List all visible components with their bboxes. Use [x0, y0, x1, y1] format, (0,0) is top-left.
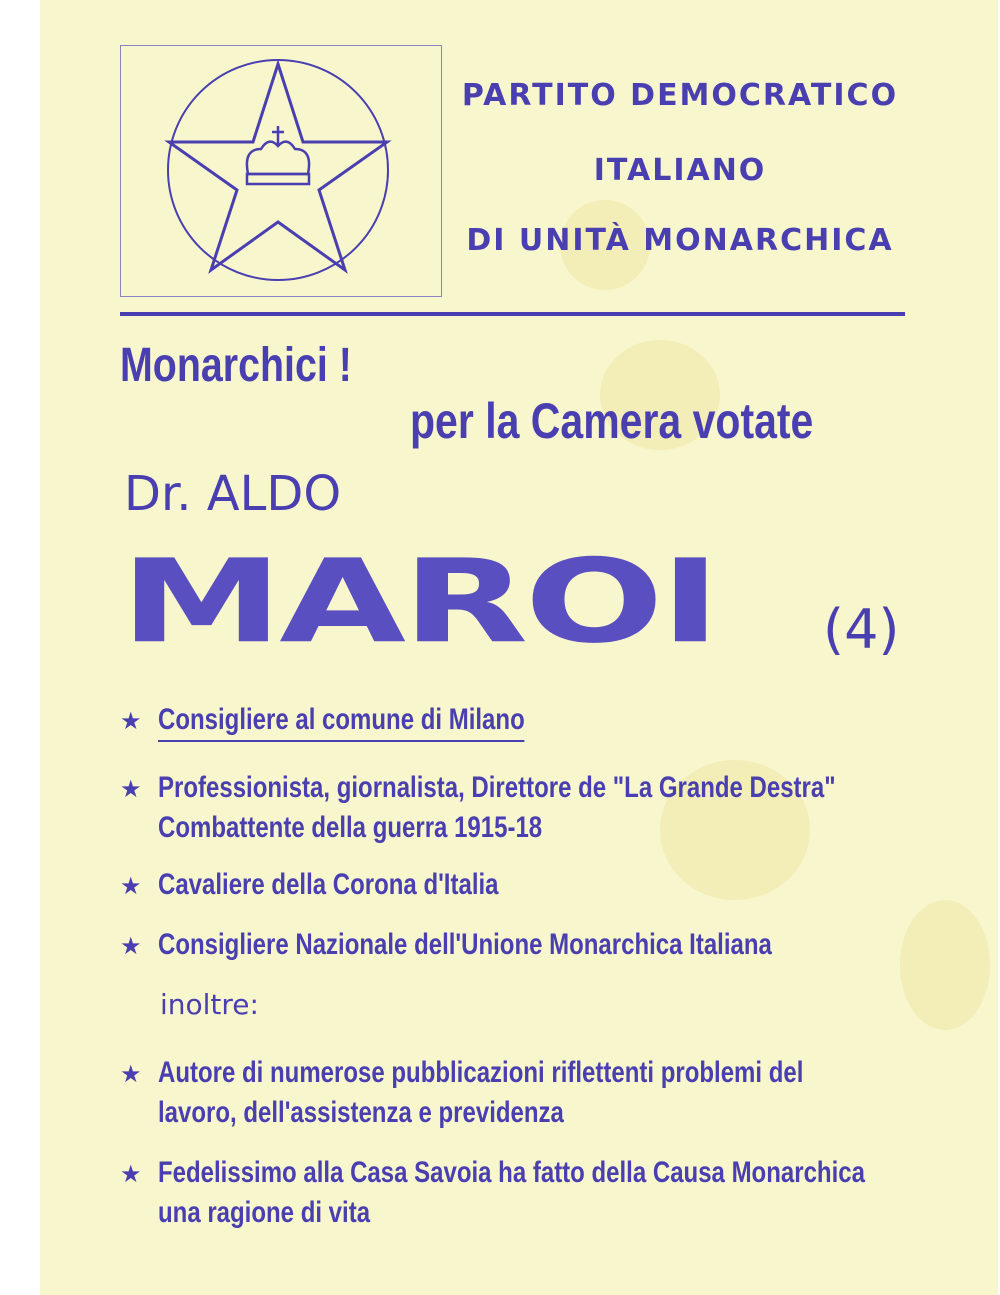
divider [120, 312, 905, 316]
star-icon: ★ [120, 1161, 142, 1188]
star-crown-emblem-icon [143, 54, 413, 286]
credential-text: lavoro, dell'assistenza e previdenza [158, 1096, 564, 1129]
star-icon: ★ [120, 776, 142, 803]
star-icon: ★ [120, 933, 142, 960]
credential-text: Consigliere al comune di Milano [158, 700, 525, 742]
party-name-line-1: PARTITO DEMOCRATICO [461, 78, 899, 113]
candidate-first-name: Dr. ALDO [124, 466, 342, 522]
credential-text: Consigliere Nazionale dell'Unione Monarchica Italiana [158, 928, 772, 961]
party-name-line-2: ITALIANO [593, 153, 767, 188]
stain [900, 900, 990, 1030]
party-name-line-3: DI UNITÀ MONARCHICA [466, 223, 894, 258]
credential-text: una ragione di vita [158, 1196, 371, 1229]
flyer-sheet [40, 0, 998, 1295]
headline-monarchici: Monarchici ! [120, 339, 352, 392]
credential-text: Fedelissimo alla Casa Savoia ha fatto della Causa Monarchica [158, 1156, 865, 1189]
list-number: (4) [823, 598, 900, 661]
inoltre-label: inoltre: [160, 988, 259, 1021]
star-icon: ★ [120, 1061, 142, 1088]
credential-text: Combattente della guerra 1915-18 [158, 811, 543, 844]
headline-camera: per la Camera votate [410, 393, 814, 449]
star-icon: ★ [120, 708, 142, 735]
party-logo [120, 45, 442, 297]
credential-text: Cavaliere della Corona d'Italia [158, 868, 499, 901]
candidate-surname: MAROI [120, 535, 718, 670]
credential-text: Professionista, giornalista, Direttore de "La Grande Destra" [158, 771, 836, 804]
star-icon: ★ [120, 873, 142, 900]
credential-text: Autore di numerose pubblicazioni riflettenti problemi del [158, 1056, 804, 1089]
